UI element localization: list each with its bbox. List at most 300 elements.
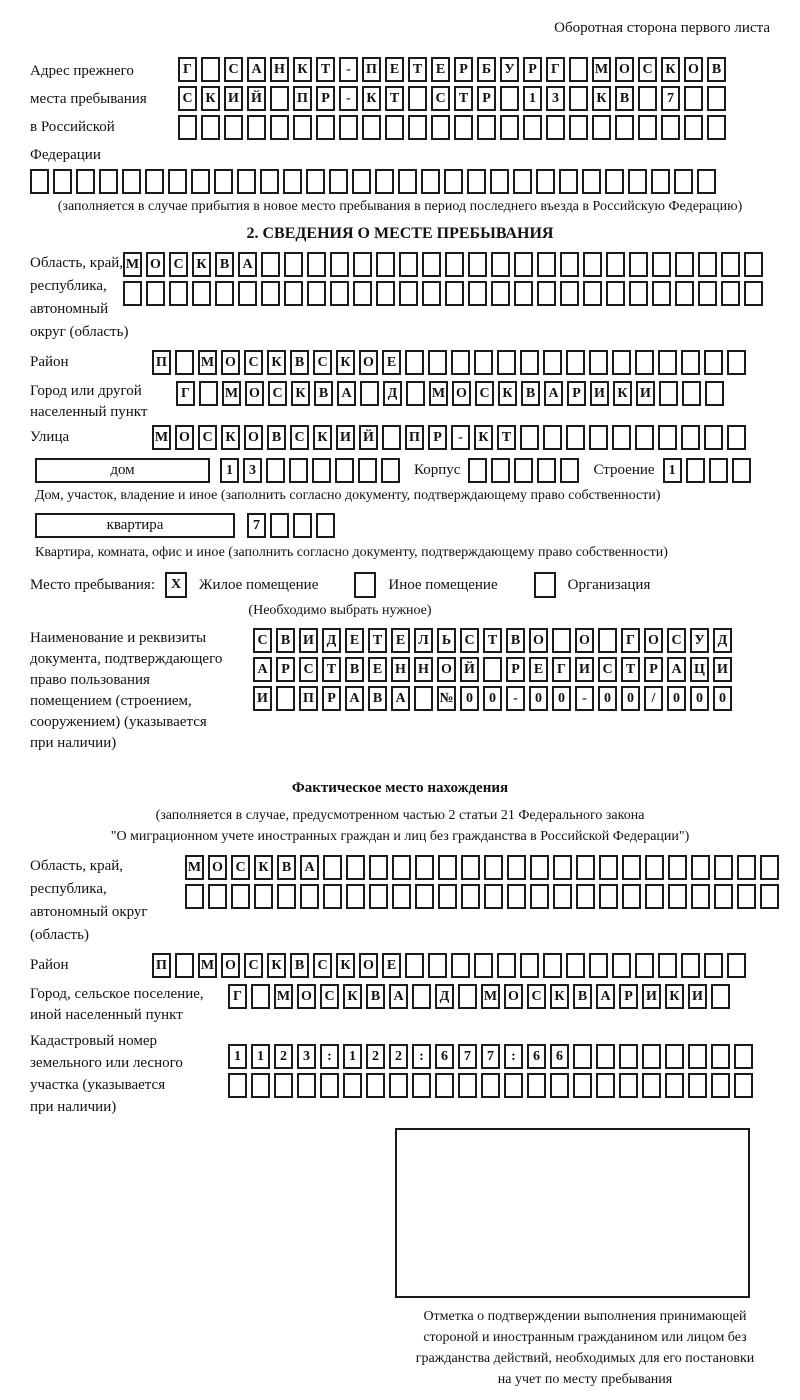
prev-address-row-1 [178,57,730,82]
form-cell: С [198,425,217,450]
street-block [30,425,770,454]
form-cell: 7 [481,1044,500,1069]
form-cell [682,381,701,406]
form-cell [490,169,509,194]
form-cell [760,884,779,909]
form-cell: - [575,686,594,711]
form-cell: Б [477,57,496,82]
form-cell [320,1073,339,1098]
form-cell: № [437,686,456,711]
form-cell: К [291,381,310,406]
form-cell: А [337,381,356,406]
form-cell [270,86,289,111]
form-cell [704,425,723,450]
form-cell: Г [178,57,197,82]
form-cell: П [362,57,381,82]
form-cell [691,884,710,909]
form-cell [707,86,726,111]
form-cell [537,458,556,483]
form-cell [711,1073,730,1098]
form-cell: П [152,350,171,375]
form-cell: К [221,425,240,450]
form-cell [651,169,670,194]
form-cell [560,458,579,483]
form-cell [507,855,526,880]
form-cell [451,350,470,375]
form-cell [323,884,342,909]
form-cell: Л [414,628,433,653]
form-cell: С [320,984,339,1009]
form-cell [270,115,289,140]
form-cell [550,1073,569,1098]
form-cell [599,884,618,909]
form-cell [76,169,95,194]
form-cell [458,1073,477,1098]
form-cell: 0 [552,686,571,711]
form-cell [201,115,220,140]
form-cell [711,984,730,1009]
form-cell [231,884,250,909]
form-cell [369,884,388,909]
form-cell [343,1073,362,1098]
form-cell: В [290,350,309,375]
form-cell [569,115,588,140]
form-cell: Р [506,657,525,682]
form-cell: И [590,381,609,406]
form-cell: С [268,381,287,406]
stay-option-organization-label: Организация [567,576,651,593]
form-cell [289,458,308,483]
form-cell [444,169,463,194]
page-side-note: Оборотная сторона первого листа [554,20,770,36]
form-cell [468,281,487,306]
form-cell [405,953,424,978]
form-cell [270,513,289,538]
form-cell [721,281,740,306]
form-cell [622,884,641,909]
house-type-box: дом [35,458,210,483]
form-cell: У [690,628,709,653]
actual-district-row [152,953,750,978]
form-cell [398,169,417,194]
form-cell: И [688,984,707,1009]
document-rows [253,628,736,715]
form-cell: О [221,953,240,978]
section2-title: 2. СВЕДЕНИЯ О МЕСТЕ ПРЕБЫВАНИЯ [246,225,554,242]
form-cell [169,281,188,306]
form-cell [237,169,256,194]
form-cell [573,1073,592,1098]
confirmation-stamp-caption: Отметка о подтверждении выполнения принимающей стороной и иностранным гражданином или лицом без гражданства действий, необходимых для его постановки на учет по месту пребывания [415,1309,755,1387]
form-cell: К [201,86,220,111]
form-cell: О [146,252,165,277]
form-cell: Т [483,628,502,653]
form-cell: 6 [527,1044,546,1069]
form-cell [382,425,401,450]
form-cell [705,381,724,406]
form-cell: Е [385,57,404,82]
form-cell [297,1073,316,1098]
form-cell: К [550,984,569,1009]
form-cell: 7 [661,86,680,111]
form-cell [468,252,487,277]
form-cell [668,884,687,909]
form-cell [514,281,533,306]
form-cell: В [521,381,540,406]
form-cell [744,252,763,277]
form-cell [744,281,763,306]
form-cell: Р [428,425,447,450]
form-cell: Д [435,984,454,1009]
form-cell: М [592,57,611,82]
form-cell: 0 [483,686,502,711]
form-cell [283,169,302,194]
form-cell [688,1044,707,1069]
form-cell [737,884,756,909]
form-cell [392,855,411,880]
form-cell [573,1044,592,1069]
apartment-number-cells [247,513,339,538]
form-cell [497,350,516,375]
form-cell: С [667,628,686,653]
form-cell: А [667,657,686,682]
form-cell [30,169,49,194]
form-cell: С [475,381,494,406]
apartment-type-box: квартира [35,513,235,538]
form-cell [438,855,457,880]
form-cell [122,169,141,194]
cadastre-block [30,1030,770,1118]
form-cell [483,657,502,682]
form-cell [307,252,326,277]
form-cell [497,953,516,978]
form-cell [461,884,480,909]
form-cell [412,1073,431,1098]
form-cell [612,350,631,375]
form-cell [335,458,354,483]
form-cell [504,1073,523,1098]
form-cell: Д [713,628,732,653]
form-cell: В [368,686,387,711]
house-number-cells [220,458,404,483]
stay-option-other-label: Иное помещение [388,576,498,593]
form-cell [339,115,358,140]
form-cell: К [313,425,332,450]
form-cell [389,1073,408,1098]
apartment-caption: Квартира, комната, офис и иное (заполнить согласно документу, подтверждающему право собственности) [35,545,668,560]
form-cell [406,381,425,406]
stay-option-other-checkbox [354,572,376,598]
form-cell [598,628,617,653]
form-cell: К [613,381,632,406]
form-cell: С [527,984,546,1009]
region-block [30,252,770,344]
form-cell [376,252,395,277]
actual-region-rows [185,855,783,913]
form-cell [185,884,204,909]
form-cell: Е [431,57,450,82]
form-cell [284,252,303,277]
form-cell [208,884,227,909]
form-cell: И [636,381,655,406]
form-cell [451,953,470,978]
stay-option-organization-checkbox [534,572,556,598]
form-cell [612,953,631,978]
form-cell [527,1073,546,1098]
form-cell: О [615,57,634,82]
form-cell [737,855,756,880]
form-cell: Т [454,86,473,111]
form-cell: Т [408,57,427,82]
form-cell [500,86,519,111]
form-cell [537,281,556,306]
form-cell [688,1073,707,1098]
form-cell: С [244,350,263,375]
form-cell: А [238,252,257,277]
form-cell [99,169,118,194]
form-cell: К [592,86,611,111]
district-block [30,350,770,379]
form-cell: Г [552,657,571,682]
apartment-row [35,513,770,538]
form-cell [316,513,335,538]
form-cell [491,252,510,277]
form-cell: 0 [690,686,709,711]
form-cell: С [290,425,309,450]
form-cell: 1 [343,1044,362,1069]
city-row [176,381,728,406]
form-cell: Р [644,657,663,682]
form-cell [428,953,447,978]
form-cell [622,855,641,880]
form-cell: 2 [389,1044,408,1069]
form-cell [537,252,556,277]
form-cell [458,984,477,1009]
form-cell: / [644,686,663,711]
form-cell [665,1044,684,1069]
form-cell: С [244,953,263,978]
prev-address-rows [178,57,730,144]
form-cell: П [299,686,318,711]
form-cell [346,884,365,909]
form-cell [307,281,326,306]
form-cell: Г [176,381,195,406]
form-cell: М [481,984,500,1009]
form-cell [199,381,218,406]
form-cell [392,884,411,909]
form-cell: Д [383,381,402,406]
prev-address-row-2 [178,86,730,111]
prev-address-row-3 [178,115,730,140]
form-cell: О [504,984,523,1009]
form-cell: О [175,425,194,450]
form-cell: С [460,628,479,653]
form-cell: Е [368,657,387,682]
form-cell: Р [322,686,341,711]
form-cell [638,86,657,111]
korpus-label: Корпус [414,462,461,478]
form-cell [323,855,342,880]
form-cell [175,350,194,375]
form-cell: Р [276,657,295,682]
form-cell: И [224,86,243,111]
form-cell: 0 [713,686,732,711]
form-cell: С [224,57,243,82]
form-cell [583,252,602,277]
form-cell [732,458,751,483]
form-cell [353,252,372,277]
form-cell [300,884,319,909]
form-cell [589,953,608,978]
form-cell [467,169,486,194]
form-cell [530,884,549,909]
form-cell [704,350,723,375]
form-cell [560,281,579,306]
form-cell: К [474,425,493,450]
form-cell [468,458,487,483]
form-cell [546,115,565,140]
form-cell: Г [621,628,640,653]
form-cell [675,281,694,306]
form-cell: 6 [435,1044,454,1069]
form-cell [619,1044,638,1069]
form-cell [681,953,700,978]
form-cell [438,884,457,909]
form-cell [635,425,654,450]
form-cell [399,281,418,306]
form-cell [543,350,562,375]
form-cell [599,855,618,880]
form-cell [629,281,648,306]
form-cell: Н [414,657,433,682]
form-cell [145,169,164,194]
form-cell: М [123,252,142,277]
form-cell [698,252,717,277]
form-cell [514,252,533,277]
form-cell [569,57,588,82]
form-cell: О [359,350,378,375]
form-cell: К [343,984,362,1009]
form-cell [638,115,657,140]
form-cell [435,1073,454,1098]
street-row [152,425,750,450]
form-cell: В [366,984,385,1009]
form-cell [168,169,187,194]
form-cell [727,350,746,375]
house-row [35,458,770,483]
stay-type-row [30,572,770,598]
form-cell [461,855,480,880]
form-cell [266,458,285,483]
form-cell: - [451,425,470,450]
form-cell: 0 [621,686,640,711]
stay-option-residential-checkbox: X [165,572,187,598]
form-cell: И [713,657,732,682]
form-cell: П [152,953,171,978]
form-cell [484,855,503,880]
form-cell [381,458,400,483]
form-cell: В [290,953,309,978]
form-cell: С [299,657,318,682]
form-cell [369,855,388,880]
form-cell [628,169,647,194]
form-cell [507,884,526,909]
form-cell [260,169,279,194]
form-cell: В [276,628,295,653]
form-cell: : [320,1044,339,1069]
form-cell: С [313,350,332,375]
region-row-1 [123,252,767,277]
form-cell: 1 [220,458,239,483]
city-block [30,381,770,423]
form-cell: К [267,350,286,375]
form-cell [358,458,377,483]
form-cell: Т [316,57,335,82]
form-cell [415,884,434,909]
form-cell: И [299,628,318,653]
form-cell [709,458,728,483]
form-cell [175,953,194,978]
form-cell [734,1044,753,1069]
form-cell [543,425,562,450]
form-cell [431,115,450,140]
form-cell: И [575,657,594,682]
form-cell: В [215,252,234,277]
form-cell: Н [270,57,289,82]
form-cell: Е [382,953,401,978]
form-cell [523,115,542,140]
actual-district-block [30,953,770,982]
form-cell [684,86,703,111]
form-cell: 0 [529,686,548,711]
form-cell [686,458,705,483]
form-cell [642,1073,661,1098]
form-cell: 1 [251,1044,270,1069]
city-label: Город или другой населенный пункт [30,383,148,420]
form-cell: О [452,381,471,406]
form-cell [454,115,473,140]
form-cell [360,381,379,406]
form-cell: О [244,425,263,450]
form-cell [658,425,677,450]
form-cell: Е [345,628,364,653]
form-cell: Р [567,381,586,406]
form-cell [658,350,677,375]
form-cell: О [575,628,594,653]
form-cell [228,1073,247,1098]
form-cell: В [707,57,726,82]
form-cell [642,1044,661,1069]
cadastre-label: Кадастровый номер земельного или лесного участка (указывается при наличии) [30,1033,183,1115]
form-cell: У [500,57,519,82]
form-cell [414,686,433,711]
form-cell [552,628,571,653]
form-cell: А [345,686,364,711]
form-cell: О [359,953,378,978]
form-cell: С [598,657,617,682]
form-cell [606,281,625,306]
district-label: Район [30,354,69,370]
form-cell [734,1073,753,1098]
form-cell: А [596,984,615,1009]
actual-region-row-2 [185,884,783,909]
prev-address-section [30,57,770,169]
document-block [30,628,770,754]
region-rows [123,252,767,310]
form-cell [553,855,572,880]
form-cell: К [661,57,680,82]
form-cell [576,884,595,909]
